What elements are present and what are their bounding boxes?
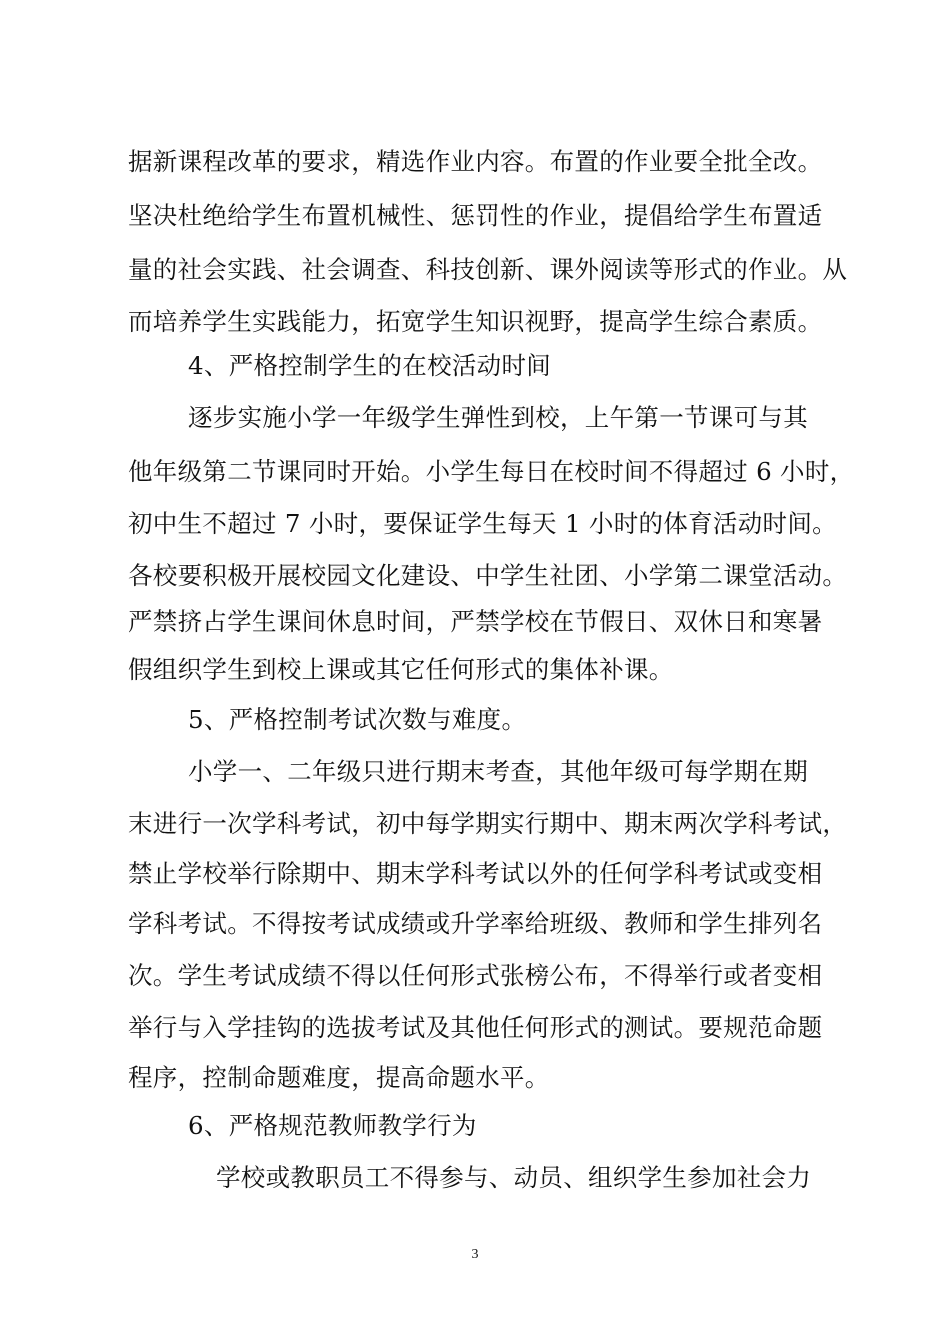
body-text-line: 举行与入学挂钩的选拔考试及其他任何形式的测试。要规范命题 — [128, 1013, 823, 1042]
body-text-line: 而培养学生实践能力，拓宽学生知识视野，提高学生综合素质。 — [128, 307, 823, 336]
body-text-line: 严禁挤占学生课间休息时间，严禁学校在节假日、双休日和寒暑 — [128, 607, 823, 636]
section-heading: 4、严格控制学生的在校活动时间 — [188, 351, 552, 380]
body-text-line: 禁止学校举行除期中、期末学科考试以外的任何学科考试或变相 — [128, 859, 823, 888]
body-text-line: 初中生不超过 7 小时，要保证学生每天 1 小时的体育活动时间。 — [128, 509, 837, 538]
body-text-line: 次。学生考试成绩不得以任何形式张榜公布，不得举行或者变相 — [128, 961, 823, 990]
body-text-line: 学校或教职员工不得参与、动员、组织学生参加社会力 — [216, 1163, 812, 1192]
body-text-line: 坚决杜绝给学生布置机械性、惩罚性的作业，提倡给学生布置适 — [128, 201, 823, 230]
body-text-line: 量的社会实践、社会调查、科技创新、课外阅读等形式的作业。从 — [128, 255, 848, 284]
body-text-line: 末进行一次学科考试，初中每学期实行期中、期末两次学科考试， — [128, 809, 848, 838]
body-text-line: 他年级第二节课同时开始。小学生每日在校时间不得超过 6 小时， — [128, 457, 855, 486]
page-number: 3 — [471, 1247, 479, 1262]
body-text-line: 小学一、二年级只进行期末考查，其他年级可每学期在期 — [188, 757, 808, 786]
body-text-line: 据新课程改革的要求，精选作业内容。布置的作业要全批全改。 — [128, 147, 823, 176]
body-text-line: 假组织学生到校上课或其它任何形式的集体补课。 — [128, 655, 674, 684]
body-text-line: 各校要积极开展校园文化建设、中学生社团、小学第二课堂活动。 — [128, 561, 848, 590]
body-text-line: 程序，控制命题难度，提高命题水平。 — [128, 1063, 550, 1092]
section-heading: 6、严格规范教师教学行为 — [188, 1111, 477, 1140]
body-text-line: 学科考试。不得按考试成绩或升学率给班级、教师和学生排列名 — [128, 909, 823, 938]
body-text-line: 逐步实施小学一年级学生弹性到校，上午第一节课可与其 — [188, 403, 808, 432]
section-heading: 5、严格控制考试次数与难度。 — [188, 705, 527, 734]
